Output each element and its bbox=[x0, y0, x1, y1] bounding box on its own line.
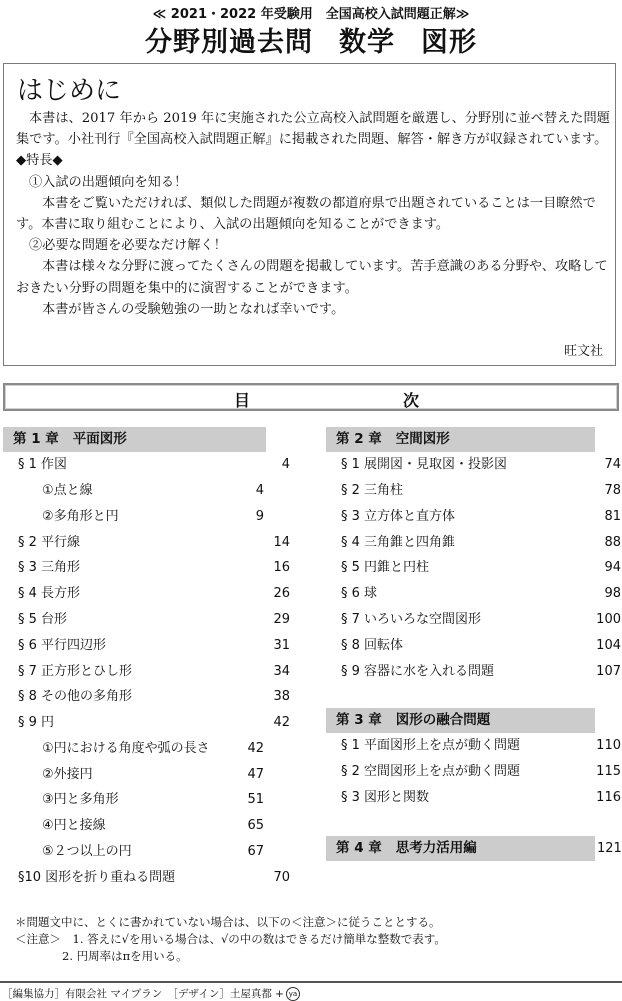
title-part-topic: 図形 bbox=[421, 27, 477, 58]
toc-entry-page: 70 bbox=[273, 870, 290, 885]
toc-entry[interactable] bbox=[341, 507, 621, 527]
toc-entry-label: ①円における角度や弧の長さ bbox=[42, 741, 210, 756]
toc-subentry[interactable] bbox=[42, 739, 272, 759]
toc-entry[interactable] bbox=[18, 610, 294, 630]
toc-entry-page: 104 bbox=[596, 638, 621, 653]
toc-entry-label: ②多角形と円 bbox=[42, 509, 119, 524]
chapter-1-header[interactable] bbox=[3, 427, 266, 452]
toc-entry-label: § 3 三角形 bbox=[18, 560, 81, 575]
toc-entry-label: § 7 正方形とひし形 bbox=[18, 664, 133, 679]
toc-entry-label: §10 図形を折り重ねる問題 bbox=[18, 870, 176, 885]
toc-entry[interactable] bbox=[18, 533, 294, 553]
toc-entry[interactable] bbox=[18, 687, 294, 707]
book-series-subtitle: ≪ 2021・2022 年受験用 全国高校入試問題正解≫ bbox=[152, 7, 470, 22]
toc-entry-label: § 7 いろいろな空間図形 bbox=[341, 612, 482, 627]
feature-title: ①入試の出題傾向を知る！ bbox=[29, 174, 188, 190]
chapter-2-header[interactable] bbox=[326, 427, 595, 452]
toc-entry-label: § 2 三角柱 bbox=[341, 483, 404, 498]
feature-title: ②必要な問題を必要なだけ解く！ bbox=[29, 238, 227, 254]
toc-entry-label: § 5 円錐と円柱 bbox=[341, 560, 430, 575]
features-heading: ◆特長◆ bbox=[16, 153, 63, 169]
toc-entry[interactable] bbox=[18, 713, 294, 733]
toc-entry-page: 51 bbox=[247, 792, 264, 807]
toc-entry-page: 98 bbox=[604, 586, 621, 601]
chapter-title: 平面図形 bbox=[72, 431, 127, 447]
chapter-3-header[interactable] bbox=[326, 708, 595, 733]
toc-entry-page: 115 bbox=[596, 764, 621, 779]
toc-entry-page: 34 bbox=[273, 664, 290, 679]
toc-entry-label: § 4 三角錐と四角錐 bbox=[341, 535, 456, 550]
toc-entry[interactable] bbox=[341, 533, 621, 553]
toc-entry[interactable] bbox=[341, 558, 621, 578]
toc-entry-page: 29 bbox=[273, 612, 290, 627]
toc-entry-label: ②外接円 bbox=[42, 767, 93, 782]
intro-box bbox=[3, 63, 616, 366]
note-rule-2: 2. 円周率はπを用いる。 bbox=[62, 949, 188, 963]
toc-entry-page: 9 bbox=[255, 509, 264, 524]
designer-logo-icon: ya bbox=[286, 987, 300, 1001]
toc-entry-label: § 9 円 bbox=[18, 715, 55, 730]
toc-entry[interactable] bbox=[18, 455, 294, 475]
toc-entry-page: 38 bbox=[273, 689, 290, 704]
credit-text: ［編集協力］有限会社 マイプラン ［デザイン］土屋真都 + bbox=[2, 988, 284, 1000]
toc-entry-label: § 2 平行線 bbox=[18, 535, 81, 550]
toc-heading-char: 次 bbox=[403, 391, 420, 410]
toc-subentry[interactable] bbox=[42, 842, 272, 862]
book-title bbox=[0, 20, 622, 59]
intro-text bbox=[16, 108, 611, 320]
toc-entry-label: ③円と多角形 bbox=[42, 792, 119, 807]
toc-heading-box bbox=[3, 383, 619, 411]
chapter-number: 第 2 章 bbox=[336, 431, 382, 447]
toc-entry[interactable] bbox=[18, 662, 294, 682]
toc-entry-page: 42 bbox=[247, 741, 264, 756]
toc-entry-page: 88 bbox=[604, 535, 621, 550]
toc-subentry[interactable] bbox=[42, 481, 272, 501]
toc-entry-label: § 8 回転体 bbox=[341, 638, 404, 653]
toc-entry-page: 94 bbox=[604, 560, 621, 575]
chapter-number: 第 4 章 bbox=[336, 840, 382, 856]
toc-entry-page: 78 bbox=[604, 483, 621, 498]
note-intro: ＊問題文中に、とくに書かれていない場合は、以下の＜注意＞に従うこととする。 bbox=[15, 915, 441, 929]
toc-entry-page: 74 bbox=[604, 457, 621, 472]
intro-closing: 本書が皆さんの受験勉強の一助となれば幸いです。 bbox=[42, 301, 345, 317]
toc-entry-page: 31 bbox=[273, 638, 290, 653]
toc-entry[interactable] bbox=[341, 584, 621, 604]
toc-entry-page: 42 bbox=[273, 715, 290, 730]
toc-entry[interactable] bbox=[341, 788, 621, 808]
toc-entry-label: § 1 展開図・見取図・投影図 bbox=[341, 457, 508, 472]
credit-line bbox=[2, 986, 300, 1001]
toc-entry-page: 14 bbox=[273, 535, 290, 550]
toc-entry-label: § 5 台形 bbox=[18, 612, 68, 627]
toc-entry-label: § 2 空間図形上を点が動く問題 bbox=[341, 764, 521, 779]
toc-heading-char: 目 bbox=[234, 391, 251, 410]
toc-entry-page: 116 bbox=[596, 790, 621, 805]
toc-entry-page: 67 bbox=[247, 844, 264, 859]
toc-entry-page: 47 bbox=[247, 767, 264, 782]
toc-entry-label: ①点と線 bbox=[42, 483, 93, 498]
toc-entry-label: ④円と接線 bbox=[42, 818, 106, 833]
toc-entry-page: 107 bbox=[596, 664, 621, 679]
chapter-number: 第 3 章 bbox=[336, 712, 382, 728]
toc-subentry[interactable] bbox=[42, 507, 272, 527]
chapter-title: 思考力活用編 bbox=[395, 840, 477, 856]
toc-subentry[interactable] bbox=[42, 765, 272, 785]
toc-entry[interactable] bbox=[18, 584, 294, 604]
toc-entry-label: § 9 容器に水を入れる問題 bbox=[341, 664, 495, 679]
publisher-signature: 旺文社 bbox=[563, 344, 603, 359]
chapter-title: 空間図形 bbox=[395, 431, 450, 447]
footer-divider bbox=[0, 981, 622, 983]
toc-entry-label: ⑤２つ以上の円 bbox=[42, 844, 132, 859]
title-part-category: 分野別過去問 bbox=[145, 27, 313, 58]
toc-entry[interactable] bbox=[341, 636, 621, 656]
toc-entry[interactable] bbox=[18, 558, 294, 578]
feature-description: 本書をご覧いただければ、類似した問題が複数の都道府県で出題されていることは一目瞭然です。本書に取り組むことにより、入試の出題傾向を知ることができます。 bbox=[16, 195, 596, 233]
toc-entry-label: § 3 立方体と直方体 bbox=[341, 509, 456, 524]
toc-entry-page: 26 bbox=[273, 586, 290, 601]
chapter-number: 第 1 章 bbox=[13, 431, 59, 447]
title-part-subject: 数学 bbox=[339, 27, 395, 58]
chapter-4-page: 121 bbox=[597, 841, 622, 856]
intro-paragraph: 本書は、2017 年から 2019 年に実施された公立高校入試問題を厳選し、分野別に並べ替えた問題集です。小社刊行『全国高校入試問題正解』に掲載された問題、解答・解き方が収録されています。 bbox=[16, 111, 610, 148]
toc-entry-label: § 6 球 bbox=[341, 586, 378, 601]
toc-entry-label: § 3 図形と関数 bbox=[341, 790, 430, 805]
toc-entry-label: § 1 作図 bbox=[18, 457, 68, 472]
note-rule-1: ＜注意＞ 1. 答えに√を用いる場合は、√の中の数はできるだけ簡単な整数で表す。 bbox=[15, 932, 446, 946]
toc-entry-label: § 6 平行四辺形 bbox=[18, 638, 107, 653]
toc-entry[interactable] bbox=[341, 455, 621, 475]
toc-entry-page: 100 bbox=[596, 612, 621, 627]
chapter-title: 図形の融合問題 bbox=[395, 712, 491, 728]
toc-entry-label: § 4 長方形 bbox=[18, 586, 81, 601]
toc-entry-page: 4 bbox=[281, 457, 290, 472]
toc-entry[interactable] bbox=[18, 868, 294, 888]
toc-entry[interactable] bbox=[341, 662, 621, 682]
feature-description: 本書は様々な分野に渡ってたくさんの問題を掲載しています。苦手意識のある分野や、攻略しておきたい分野の問題を集中的に演習することができます。 bbox=[16, 259, 608, 296]
toc-entry-label: § 1 平面図形上を点が動く問題 bbox=[341, 738, 521, 753]
toc-entry-page: 65 bbox=[247, 818, 264, 833]
toc-entry[interactable] bbox=[341, 481, 621, 501]
intro-heading: はじめに bbox=[17, 76, 122, 106]
toc-subentry[interactable] bbox=[42, 790, 272, 810]
toc-entry[interactable] bbox=[341, 736, 621, 756]
toc-entry[interactable] bbox=[341, 762, 621, 782]
chapter-4-header[interactable] bbox=[326, 836, 595, 861]
toc-entry[interactable] bbox=[18, 636, 294, 656]
toc-entry-page: 4 bbox=[255, 483, 264, 498]
toc-entry-page: 110 bbox=[596, 738, 621, 753]
toc-subentry[interactable] bbox=[42, 816, 272, 836]
toc-entry-label: § 8 その他の多角形 bbox=[18, 689, 133, 704]
toc-entry[interactable] bbox=[341, 610, 621, 630]
toc-entry-page: 16 bbox=[273, 560, 290, 575]
toc-entry-page: 81 bbox=[604, 509, 621, 524]
